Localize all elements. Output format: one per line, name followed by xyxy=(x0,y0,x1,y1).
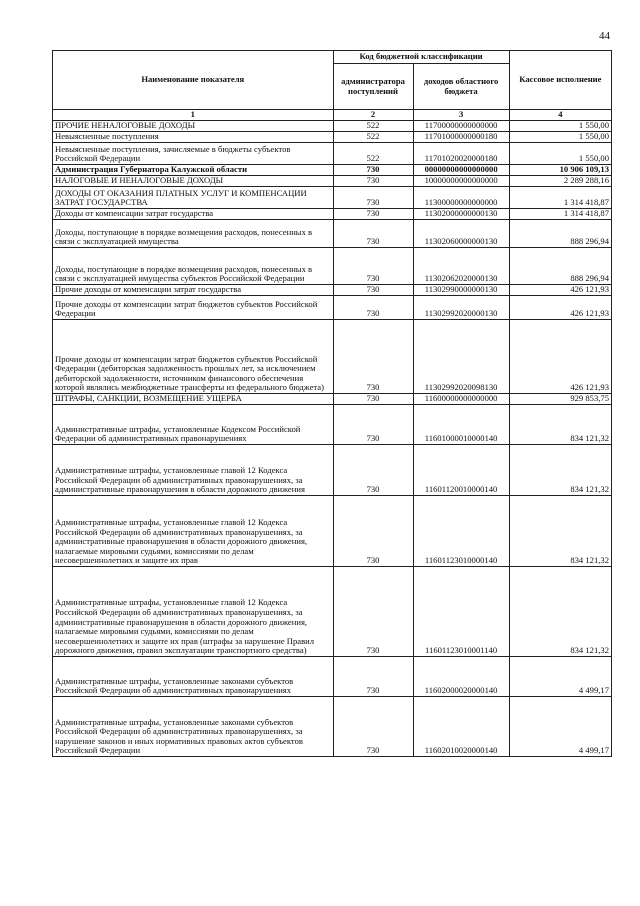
row-amount: 426 121,93 xyxy=(509,320,611,394)
row-name: Невыясненные поступления, зачисляемые в бюджеты субъектов Российской Федерации xyxy=(53,143,334,165)
table-row xyxy=(53,285,612,296)
budget-table xyxy=(52,50,612,757)
table-body xyxy=(53,121,612,757)
row-name: Доходы, поступающие в порядке возмещения расходов, понесенных в связи с эксплуатацией имущества субъектов Российской Федерации xyxy=(53,248,334,285)
row-admin-code: 730 xyxy=(333,209,413,220)
row-admin-code: 730 xyxy=(333,405,413,445)
row-amount: 1 314 418,87 xyxy=(509,187,611,209)
row-admin-code: 730 xyxy=(333,567,413,657)
row-name: Доходы от компенсации затрат государства xyxy=(53,209,334,220)
row-name: НАЛОГОВЫЕ И НЕНАЛОГОВЫЕ ДОХОДЫ xyxy=(53,176,334,187)
row-admin-code: 730 xyxy=(333,285,413,296)
row-admin-code: 730 xyxy=(333,296,413,320)
table-row xyxy=(53,209,612,220)
table-row xyxy=(53,445,612,496)
row-name: ДОХОДЫ ОТ ОКАЗАНИЯ ПЛАТНЫХ УСЛУГ И КОМПЕНСАЦИИ ЗАТРАТ ГОСУДАРСТВА xyxy=(53,187,334,209)
row-admin-code: 730 xyxy=(333,248,413,285)
table-row xyxy=(53,567,612,657)
header-index-4: 4 xyxy=(509,110,611,121)
row-amount: 1 550,00 xyxy=(509,121,611,132)
row-name: ШТРАФЫ, САНКЦИИ, ВОЗМЕЩЕНИЕ УЩЕРБА xyxy=(53,394,334,405)
table-row xyxy=(53,132,612,143)
row-admin-code: 730 xyxy=(333,165,413,176)
row-income-code: 11302992020000130 xyxy=(413,296,509,320)
row-income-code: 11302000000000130 xyxy=(413,209,509,220)
row-income-code: 11602000020000140 xyxy=(413,657,509,697)
table-row xyxy=(53,657,612,697)
row-name: Доходы, поступающие в порядке возмещения расходов, понесенных в связи с эксплуатацией имущества xyxy=(53,220,334,248)
table-row xyxy=(53,187,612,209)
row-admin-code: 730 xyxy=(333,394,413,405)
row-amount: 888 296,94 xyxy=(509,248,611,285)
table-row xyxy=(53,165,612,176)
row-income-code: 11601000010000140 xyxy=(413,405,509,445)
header-index-2: 2 xyxy=(333,110,413,121)
row-name: Невыясненные поступления xyxy=(53,132,334,143)
row-income-code: 11601123010001140 xyxy=(413,567,509,657)
row-income-code: 11302992020098130 xyxy=(413,320,509,394)
header-admin: администратора поступлений xyxy=(333,64,413,110)
row-income-code: 11601123010000140 xyxy=(413,496,509,567)
table-row xyxy=(53,220,612,248)
table-row xyxy=(53,697,612,757)
header-income: доходов областного бюджета xyxy=(413,64,509,110)
table-row xyxy=(53,296,612,320)
row-name: Прочие доходы от компенсации затрат бюджетов субъектов Российской Федерации (дебиторская задолженность прошлых лет, за исключением дебиторской задолженности, источником финансового обеспечения которой являлись межбюджетные трансферты из федерального бюджета) xyxy=(53,320,334,394)
row-income-code: 11701000000000180 xyxy=(413,132,509,143)
row-name: Прочие доходы от компенсации затрат бюджетов субъектов Российской Федерации xyxy=(53,296,334,320)
table-row xyxy=(53,496,612,567)
row-income-code: 11302990000000130 xyxy=(413,285,509,296)
row-name: Административные штрафы, установленные Кодексом Российской Федерации об административных правонарушениях xyxy=(53,405,334,445)
row-admin-code: 730 xyxy=(333,496,413,567)
row-name: Администрация Губернатора Калужской области xyxy=(53,165,334,176)
row-income-code: 11602010020000140 xyxy=(413,697,509,757)
table-row xyxy=(53,176,612,187)
row-amount: 888 296,94 xyxy=(509,220,611,248)
row-name: ПРОЧИЕ НЕНАЛОГОВЫЕ ДОХОДЫ xyxy=(53,121,334,132)
row-amount: 4 499,17 xyxy=(509,697,611,757)
row-income-code: 10000000000000000 xyxy=(413,176,509,187)
row-admin-code: 522 xyxy=(333,121,413,132)
row-amount: 834 121,32 xyxy=(509,445,611,496)
row-income-code: 11300000000000000 xyxy=(413,187,509,209)
row-income-code: 11701020020000180 xyxy=(413,143,509,165)
row-admin-code: 730 xyxy=(333,187,413,209)
row-income-code: 11600000000000000 xyxy=(413,394,509,405)
row-amount: 10 906 109,13 xyxy=(509,165,611,176)
header-index-3: 3 xyxy=(413,110,509,121)
table-row xyxy=(53,248,612,285)
header-index-1: 1 xyxy=(53,110,334,121)
header-name: Наименование показателя xyxy=(53,51,334,110)
row-name: Административные штрафы, установленные главой 12 Кодекса Российской Федерации об административных правонарушениях, за административные правонарушения в области дорожного движения xyxy=(53,445,334,496)
row-income-code: 11302062020000130 xyxy=(413,248,509,285)
row-admin-code: 522 xyxy=(333,132,413,143)
row-amount: 426 121,93 xyxy=(509,296,611,320)
row-name: Административные штрафы, установленные законами субъектов Российской Федерации об административных правонарушениях, за нарушение законов и иных нормативных правовых актов субъектов Российской Федерации xyxy=(53,697,334,757)
row-income-code: 11302060000000130 xyxy=(413,220,509,248)
header-code-group: Код бюджетной классификации xyxy=(333,51,509,64)
row-income-code: 11601120010000140 xyxy=(413,445,509,496)
row-name: Прочие доходы от компенсации затрат государства xyxy=(53,285,334,296)
row-amount: 929 853,75 xyxy=(509,394,611,405)
row-amount: 1 314 418,87 xyxy=(509,209,611,220)
row-amount: 1 550,00 xyxy=(509,143,611,165)
row-admin-code: 730 xyxy=(333,445,413,496)
row-admin-code: 730 xyxy=(333,657,413,697)
row-amount: 1 550,00 xyxy=(509,132,611,143)
table-row xyxy=(53,121,612,132)
row-admin-code: 522 xyxy=(333,143,413,165)
page-number: 44 xyxy=(599,30,610,42)
row-amount: 834 121,32 xyxy=(509,405,611,445)
row-amount: 4 499,17 xyxy=(509,657,611,697)
row-name: Административные штрафы, установленные законами субъектов Российской Федерации об административных правонарушениях xyxy=(53,657,334,697)
row-admin-code: 730 xyxy=(333,320,413,394)
table-row xyxy=(53,143,612,165)
row-income-code: 00000000000000000 xyxy=(413,165,509,176)
table-row xyxy=(53,394,612,405)
row-amount: 426 121,93 xyxy=(509,285,611,296)
row-admin-code: 730 xyxy=(333,697,413,757)
table-row xyxy=(53,320,612,394)
row-admin-code: 730 xyxy=(333,176,413,187)
row-amount: 834 121,32 xyxy=(509,496,611,567)
row-income-code: 11700000000000000 xyxy=(413,121,509,132)
row-amount: 2 289 288,16 xyxy=(509,176,611,187)
table-row xyxy=(53,405,612,445)
row-amount: 834 121,32 xyxy=(509,567,611,657)
row-admin-code: 730 xyxy=(333,220,413,248)
row-name: Административные штрафы, установленные главой 12 Кодекса Российской Федерации об административных правонарушениях, за административные правонарушения в области дорожного движения, налагаемые мировыми судьями, комиссиями по делам несовершеннолетних и защите их прав (штрафы за нарушение Правил дорожного движения, правил эксплуатации транспортного средства) xyxy=(53,567,334,657)
header-exec: Кассовое исполнение xyxy=(509,51,611,110)
row-name: Административные штрафы, установленные главой 12 Кодекса Российской Федерации об административных правонарушениях, за административные правонарушения в области дорожного движения, налагаемые мировыми судьями, комиссиями по делам несовершеннолетних и защите их прав xyxy=(53,496,334,567)
